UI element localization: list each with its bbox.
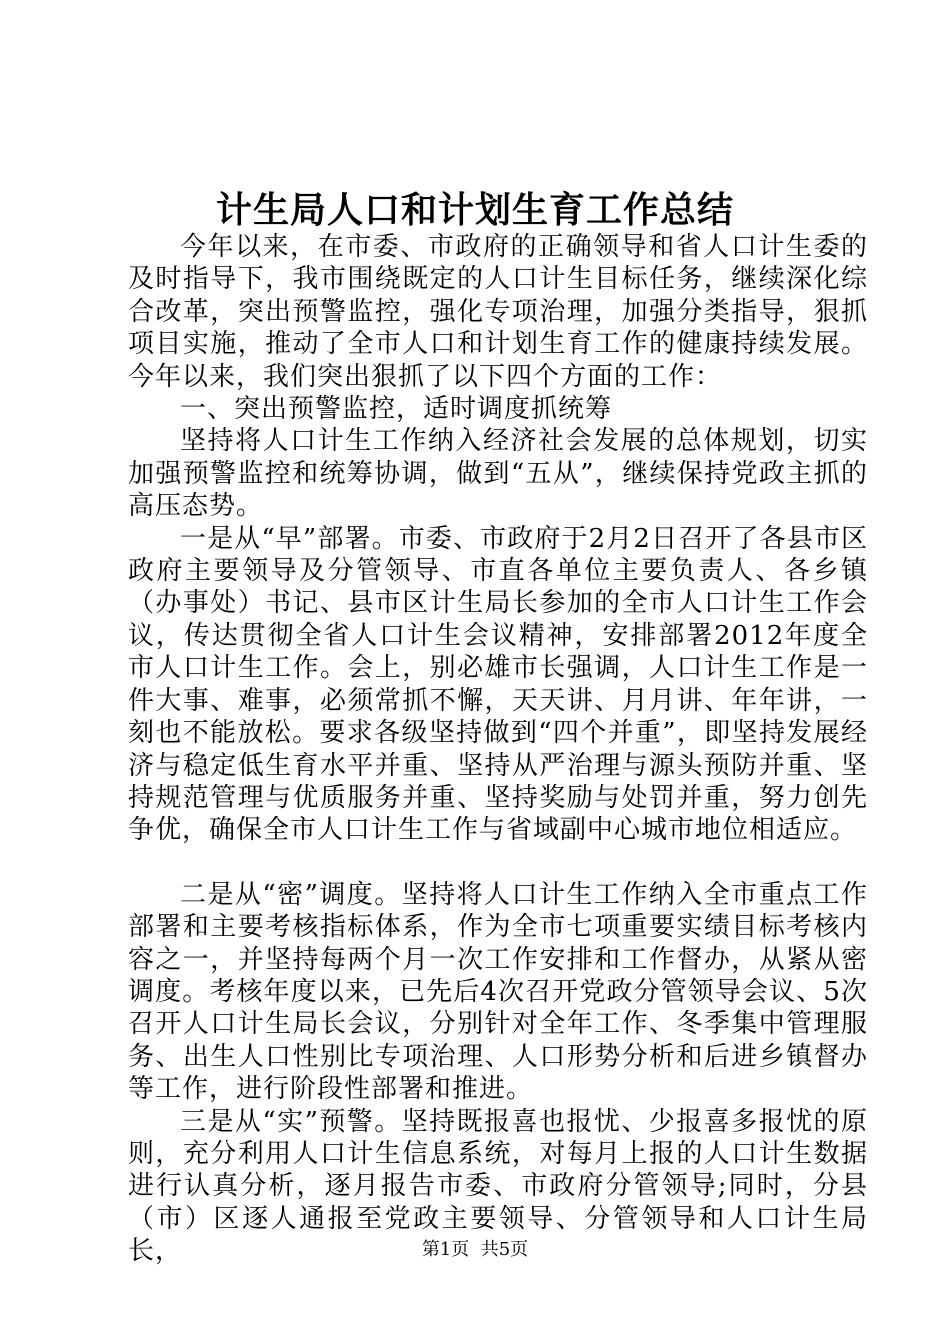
section-heading-1: 一、突出预警监控，适时调度抓统筹: [180, 394, 613, 425]
page-number: 第1页: [421, 1239, 470, 1260]
page-footer: [0, 1236, 950, 1264]
paragraph-section-1-overview: 坚持将人口计生工作纳入经济社会发展的总体规划，切实加强预警监控和统筹协调，做到“五从”，继续保持党政主抓的高压态势。: [128, 426, 868, 522]
paragraph-early-deployment: 一是从“早”部署。市委、市政府于2月2日召开了各县市区政府主要领导及分管领导、市直各单位主要负责人、各乡镇（办事处）书记、县市区计生局长参加的全市人口计生工作会议，传达贯彻全省人口计生会议精神，安排部署2012年度全市人口计生工作。会上，别必雄市长强调，人口计生工作是一件大事、难事，必须常抓不懈，天天讲、月月讲、年年讲，一刻也不能放松。要求各级坚持做到“四个并重”，即坚持发展经济与稳定低生育水平并重、坚持从严治理与源头预防并重、坚持规范管理与优质服务并重、坚持奖励与处罚并重，努力创先争优，确保全市人口计生工作与省域副中心城市地位相适应。: [128, 523, 868, 846]
document-body: [128, 231, 868, 1268]
paragraph-practical-warning: 三是从“实”预警。坚持既报喜也报忧、少报喜多报忧的原则，充分利用人口计生信息系统，对每月上报的人口计生数据进行认真分析，逐月报告市委、市政府分管领导;同时，分县（市）区逐人通报至党政主要领导、分管领导和人口计生局长，: [128, 1106, 868, 1267]
document-title: 计生局人口和计划生育工作总结: [215, 189, 734, 231]
page-total: 共5页: [480, 1239, 529, 1260]
paragraph-intro: 今年以来，在市委、市政府的正确领导和省人口计生委的及时指导下，我市围绕既定的人口计生目标任务，继续深化综合改革，突出预警监控，强化专项治理，加强分类指导，狠抓项目实施，推动了全市人口和计划生育工作的健康持续发展。今年以来，我们突出狠抓了以下四个方面的工作：: [128, 232, 868, 392]
paragraph-frequent-dispatch: 二是从“密”调度。坚持将人口计生工作纳入全市重点工作部署和主要考核指标体系，作为全市七项重要实绩目标考核内容之一，并坚持每两个月一次工作安排和工作督办，从紧从密调度。考核年度以来，已先后4次召开党政分管领导会议、5次召开人口计生局长会议，分别针对全年工作、冬季集中管理服务、出生人口性别比专项治理、人口形势分析和后进乡镇督办等工作，进行阶段性部署和推进。: [128, 879, 868, 1105]
